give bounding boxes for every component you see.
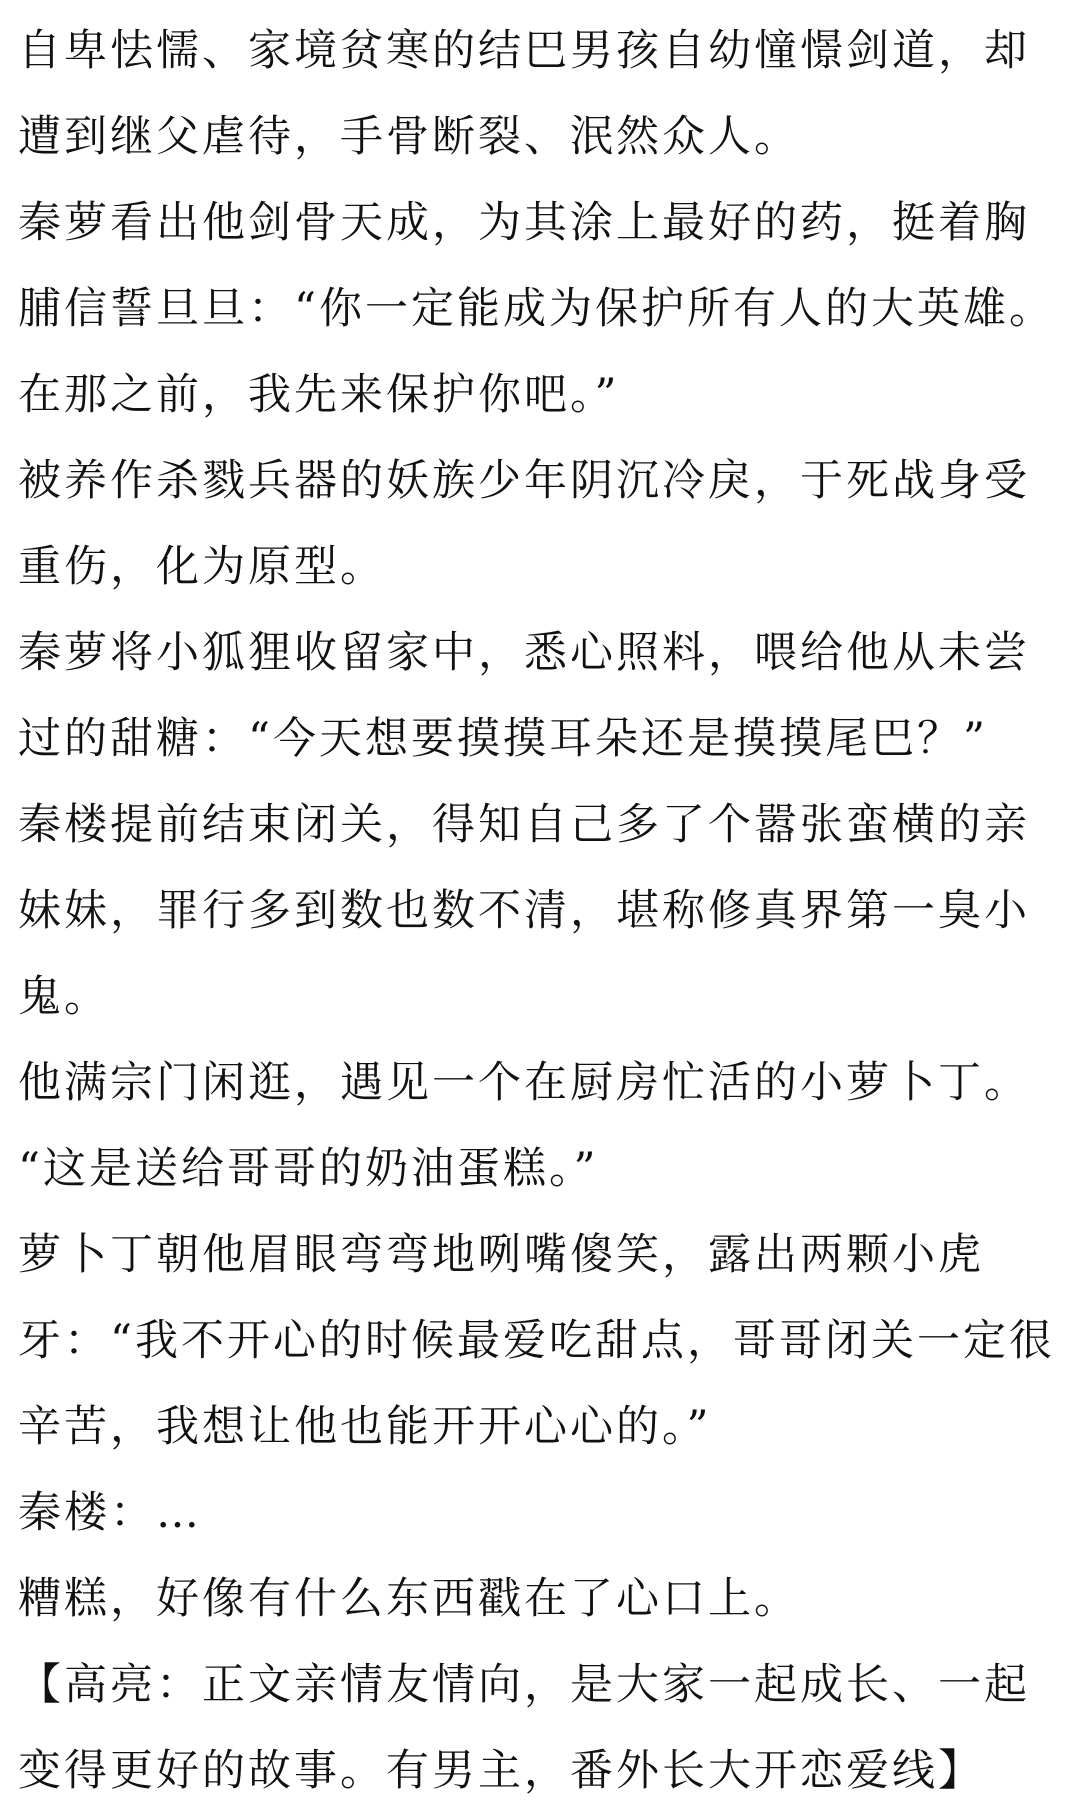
paragraph-heart-poked: 糟糕，好像有什么东西戳在了心口上。: [18, 1574, 800, 1624]
paragraph-qinluo-promise: 秦萝看出他剑骨天成，为其涂上最好的药，挺着胸脯信誓旦旦：“你一定能成为保护所有人的大英雄。在那之前，我先来保护你吧。”: [18, 198, 1055, 420]
paragraph-sect-wander: 他满宗门闲逛，遇见一个在厨房忙活的小萝卜丁。: [18, 1058, 1030, 1108]
paragraph-radish-smile: 萝卜丁朝他眉眼弯弯地咧嘴傻笑，露出两颗小虎牙：“我不开心的时候最爱吃甜点，哥哥闭关一定很辛苦，我想让他也能开开心心的。”: [18, 1230, 1055, 1452]
paragraph-cake-quote: “这是送给哥哥的奶油蛋糕。”: [18, 1144, 599, 1194]
paragraph-qinlou-reaction: 秦楼：…: [18, 1488, 202, 1538]
paragraph-qinlou-intro: 秦楼提前结束闭关，得知自己多了个嚣张蛮横的亲妹妹，罪行多到数也数不清，堪称修真界第一臭小鬼。: [18, 800, 1030, 1022]
paragraph-intro-boy: 自卑怯懦、家境贫寒的结巴男孩自幼憧憬剑道，却遭到继父虐待，手骨断裂、泯然众人。: [18, 26, 1030, 162]
paragraph-little-fox: 秦萝将小狐狸收留家中，悉心照料，喂给他从未尝过的甜糖：“今天想要摸摸耳朵还是摸摸尾巴？”: [18, 628, 1030, 764]
paragraph-highlight-note: 【高亮：正文亲情友情向，是大家一起成长、一起变得更好的故事。有男主，番外长大开恋爱线】: [18, 1660, 1030, 1796]
paragraph-demon-youth: 被养作杀戮兵器的妖族少年阴沉冷戾，于死战身受重伤，化为原型。: [18, 456, 1030, 592]
